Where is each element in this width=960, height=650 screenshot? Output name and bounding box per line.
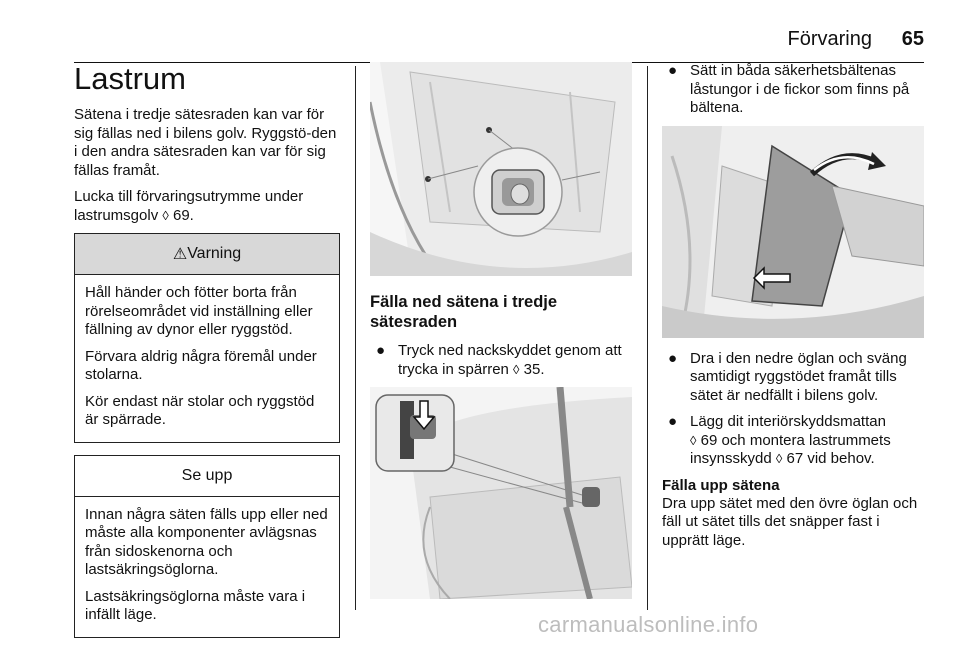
step-page-link[interactable]: 67 — [786, 450, 804, 467]
step-page-link[interactable]: 35. — [523, 360, 545, 378]
illustration-headrest-release — [370, 387, 632, 599]
list-item — [662, 413, 926, 469]
warning-triangle-icon: ⚠ — [172, 246, 188, 263]
reference-arrow-icon: ◊ — [162, 207, 169, 223]
warning-body — [75, 275, 339, 442]
steps-list — [662, 350, 926, 469]
illustration-seatback-fold — [662, 126, 924, 338]
subsection-title: Fälla ned sätena i tredje sätesraden — [370, 293, 558, 331]
steps-list — [662, 62, 926, 118]
illustration-rear-seat-latch — [370, 62, 632, 276]
step-text: Lägg dit interiörskyddsmattan — [690, 413, 886, 430]
lid-page-link[interactable]: 69. — [172, 206, 194, 224]
reference-arrow-icon: ◊ — [775, 451, 783, 466]
page-number: 65 — [901, 28, 924, 50]
list-item — [662, 350, 926, 406]
warning-title: Varning — [187, 245, 242, 262]
warning-header — [75, 234, 339, 275]
caution-title: Se upp — [181, 466, 233, 484]
fold-up-text: Dra upp sätet med den övre öglan och fäll ut sätet tills det snäpper fast i upprätt läge. — [662, 494, 918, 549]
reference-arrow-icon: ◊ — [513, 361, 520, 377]
page-header — [0, 14, 960, 50]
step-text: Dra i den nedre öglan och sväng samtidigt ryggstödet framåt tills sätet är nedfällt i bilens golv. — [690, 349, 907, 404]
column-divider — [355, 66, 356, 610]
section-title: Förvaring — [787, 28, 872, 50]
step-text: vid behov. — [807, 450, 875, 467]
column-divider — [647, 66, 648, 610]
lid-text: Lucka till förvaringsutrymme under lastrumsgolv — [74, 188, 304, 224]
warning-box — [74, 233, 340, 443]
page-title: Lastrum — [74, 61, 186, 96]
warning-text-3: Kör endast när stolar och ryggstöd är spärrade. — [85, 392, 315, 428]
warning-text-2: Förvara aldrig några föremål under stolarna. — [85, 347, 317, 383]
warning-text-1: Håll händer och fötter borta från rörelseområdet vid inställning eller fällning av dynor eller ryggstöd. — [85, 284, 313, 338]
step-text: Sätt in båda säkerhetsbältenas låstungor i de fickor som finns på bältena. — [690, 62, 910, 116]
bullet-icon: ● — [668, 349, 678, 367]
step-page-link[interactable]: 69 — [700, 431, 718, 449]
bullet-icon: ● — [668, 413, 678, 430]
reference-arrow-icon: ◊ — [690, 432, 697, 448]
caution-text-1: Innan några säten fälls upp eller ned måste alla komponenter avlägsnas från sidoskenorna och lastsäkringsöglorna. — [85, 505, 328, 578]
column-right — [662, 62, 926, 558]
lid-paragraph — [74, 188, 340, 225]
intro-paragraph: Sätena i tredje sätesraden kan var för sig fällas ned i bilens golv. Ryggstö-den i den andra sätesraden kan var för sig fällas framåt. — [74, 106, 337, 179]
caution-text-2: Lastsäkringsöglorna måste vara i infällt läge. — [85, 587, 306, 623]
bullet-icon: ● — [668, 62, 678, 79]
caution-body — [75, 497, 339, 637]
step-text: Tryck ned nackskyddet genom att trycka in spärren — [398, 342, 622, 378]
step-text: och montera lastrummets insynsskydd — [690, 431, 891, 467]
list-item — [370, 342, 632, 379]
list-item — [662, 62, 926, 118]
caution-header — [75, 456, 339, 497]
caution-box — [74, 455, 340, 638]
bullet-icon: ● — [376, 342, 386, 359]
watermark: carmanualsonline.info — [538, 612, 759, 637]
column-left — [74, 62, 340, 650]
column-middle — [370, 62, 632, 599]
fold-up-title: Fälla upp sätena — [662, 476, 780, 494]
steps-list — [370, 342, 632, 379]
